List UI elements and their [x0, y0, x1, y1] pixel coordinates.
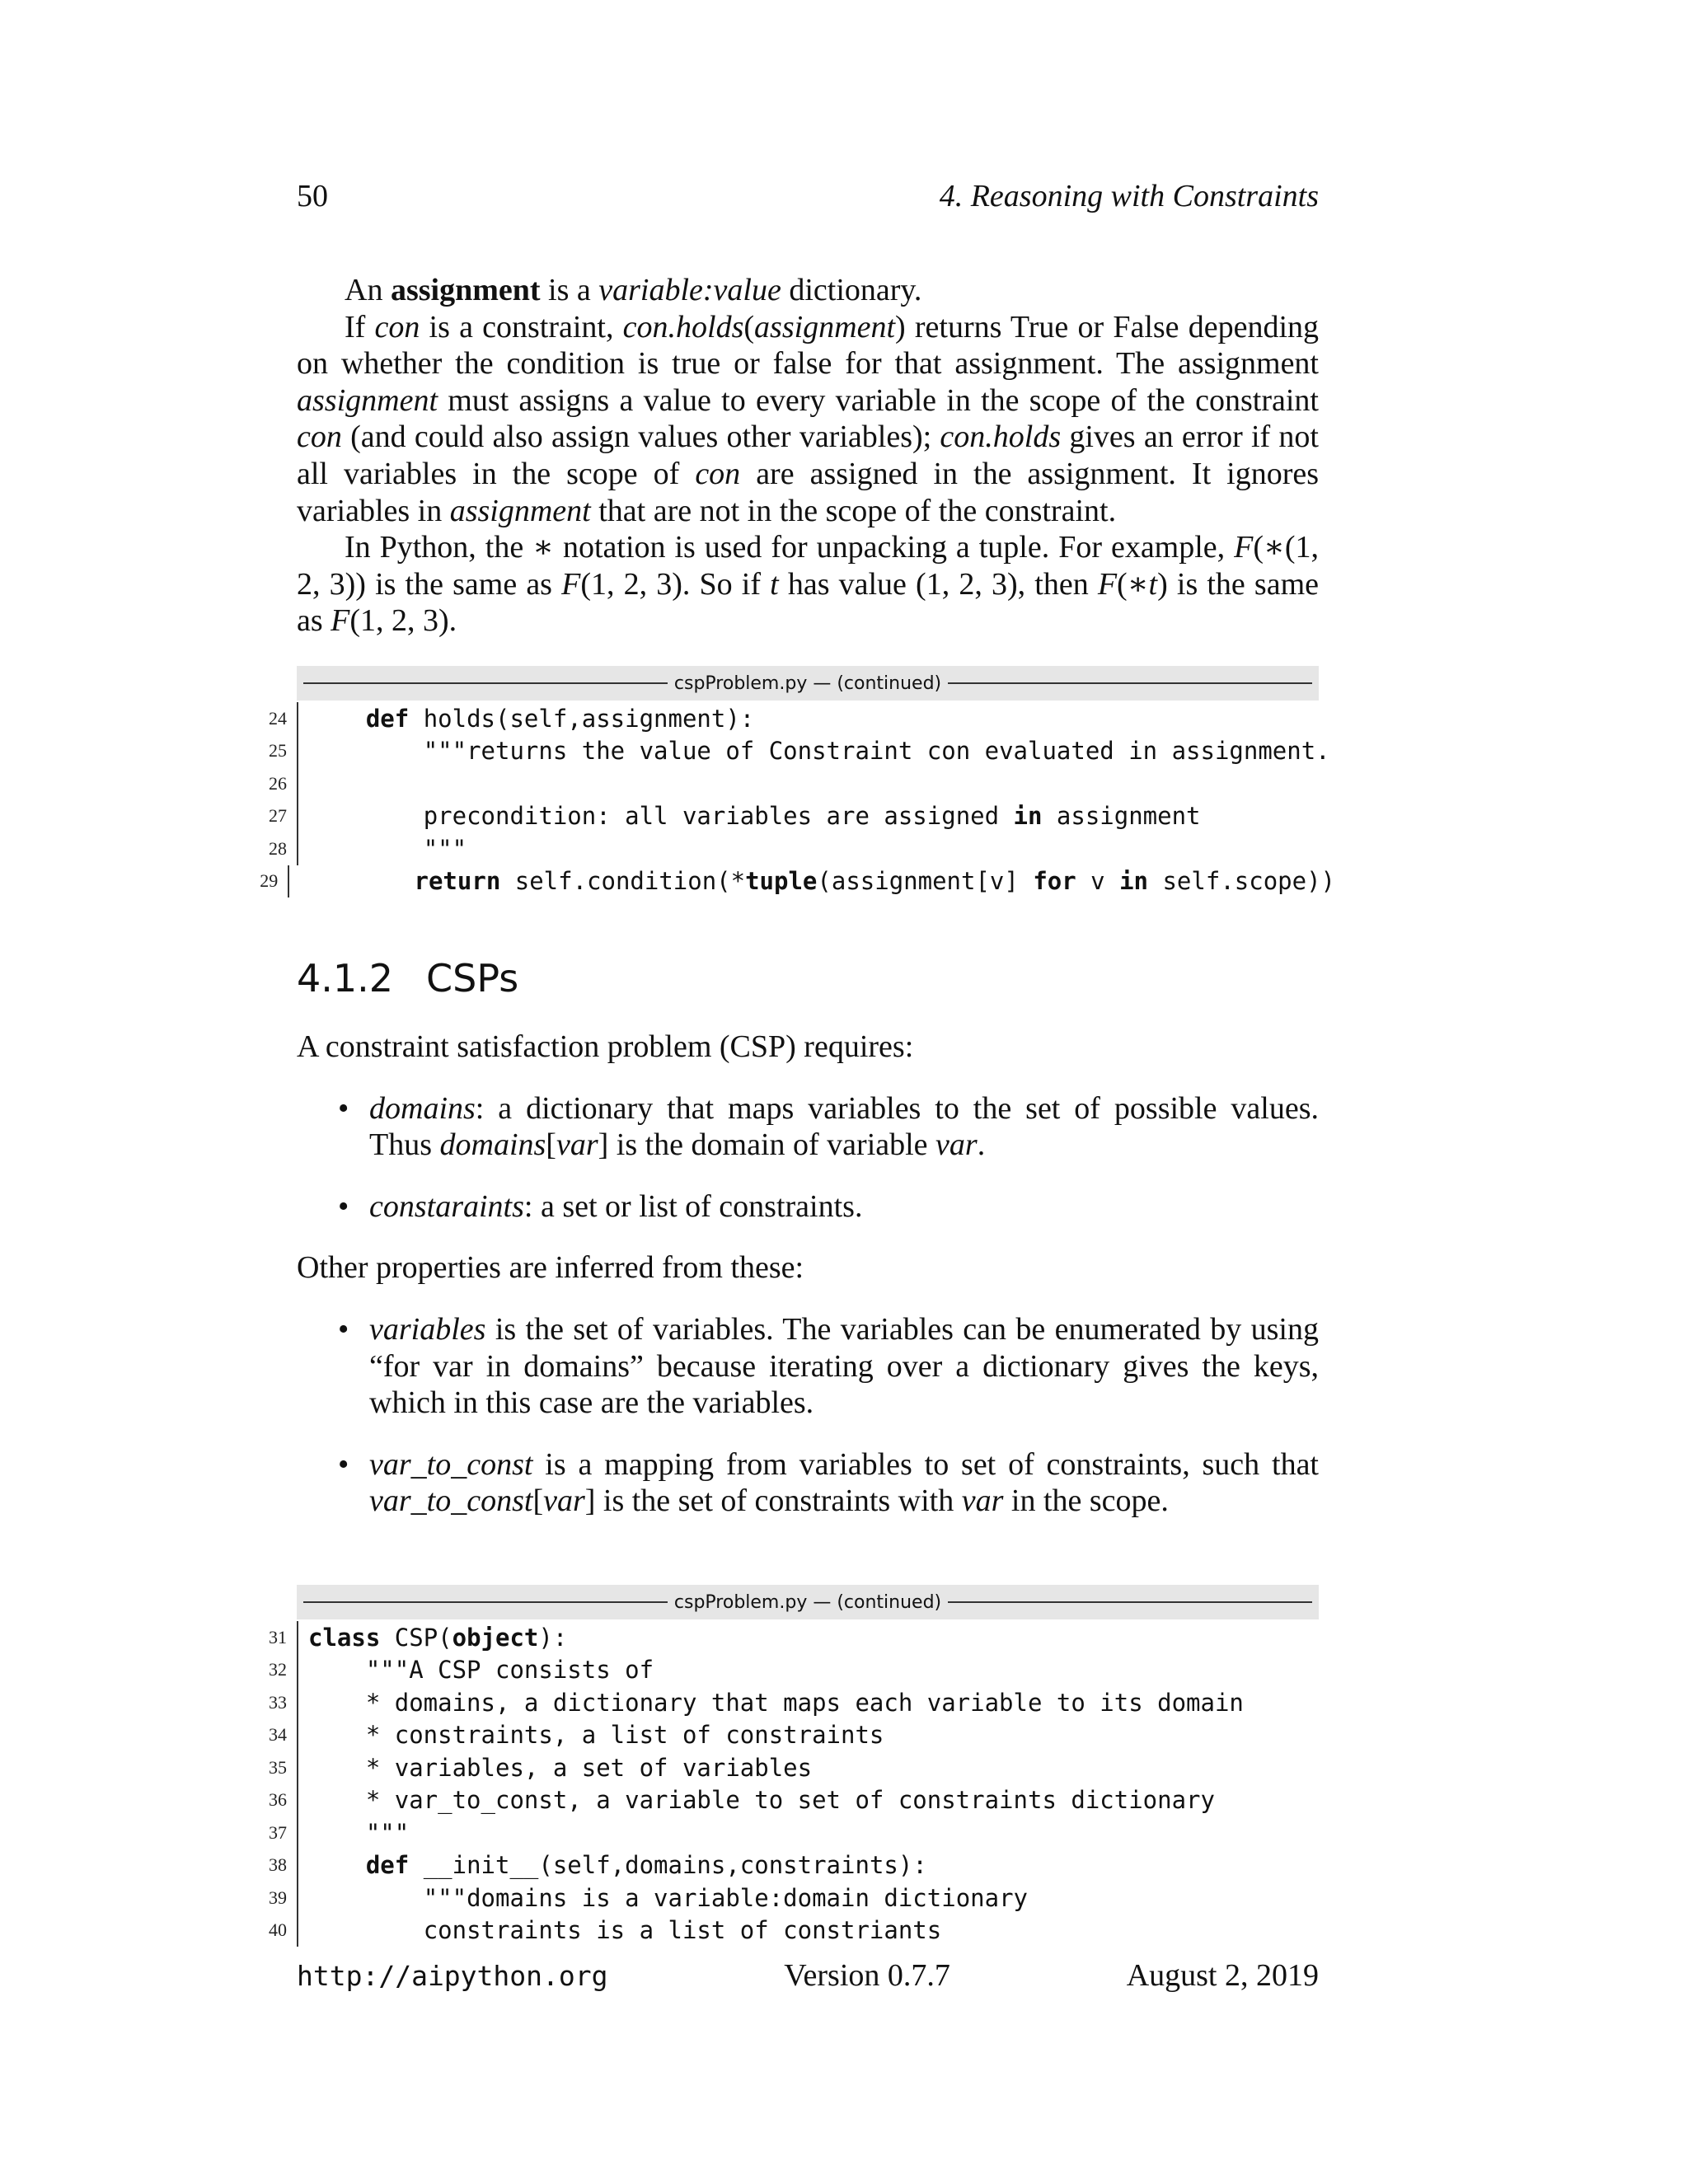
code-line — [247, 1882, 1335, 1915]
line-number: 25 — [269, 740, 287, 762]
code-text: constraints is a list of constriants — [423, 1916, 942, 1945]
page-number: 50 — [297, 179, 328, 213]
line-number: 40 — [269, 1919, 287, 1941]
inferred-list — [297, 1311, 1319, 1520]
other-properties: Other properties are inferred from these: — [297, 1250, 804, 1286]
line-number: 39 — [269, 1886, 287, 1908]
line-number: 37 — [269, 1821, 287, 1843]
code-line — [247, 1849, 1335, 1882]
code-line — [247, 1784, 1335, 1817]
code-text: def holds(self,assignment): — [365, 704, 755, 733]
code-text: * constraints, a list of constraints — [365, 1721, 884, 1750]
code-text: def __init__(self,domains,constraints): — [365, 1851, 927, 1880]
footer-url[interactable]: http://aipython.org — [297, 1960, 608, 1992]
section-number: 4.1.2 — [297, 956, 394, 1001]
footer-version: Version 0.7.7 — [784, 1958, 950, 1993]
list-item: • var_to_const is a mapping from variables to set of constraints, such that var_to_const[var] is the set of constraints with var in the scope. — [297, 1446, 1319, 1520]
code-text: """returns the value of Constraint con evaluated in assignment. — [423, 737, 1330, 766]
code-text: return self.condition(*tuple(assignment[v] for v in self.scope)) — [414, 867, 1335, 896]
paragraph-holds: If con is a constraint, con.holds(assignment) returns True or False depending on whether the condition is true or false for that assignment. The assignment assignment must assigns a value to every variable in the scope of the constraint con (and could also assign values other variables); con.holds gives an error if not all variables in the scope of con are assigned in the assignment. It ignores variables in assignment that are not in the scope of the constraint. — [297, 309, 1320, 528]
section-title: CSPs — [426, 956, 519, 1001]
code-line — [247, 832, 1335, 865]
code-text: class CSP(object): — [308, 1623, 568, 1652]
csp-text — [297, 1029, 1319, 1520]
csp-lead: A constraint satisfaction problem (CSP) requires: — [297, 1029, 914, 1064]
code-text: * variables, a set of variables — [365, 1753, 813, 1782]
code-text: """ — [423, 834, 467, 863]
running-header — [297, 178, 1319, 219]
code-line — [247, 735, 1335, 768]
code-block-csp — [247, 1621, 1335, 1947]
code-file-label: cspProblem.py — (continued) — [673, 1591, 942, 1613]
line-number: 34 — [269, 1724, 287, 1746]
code-line — [247, 1915, 1335, 1947]
code-line — [247, 1816, 1335, 1849]
code-line — [247, 865, 1335, 898]
code-text: * var_to_const, a variable to set of constraints dictionary — [365, 1786, 1215, 1815]
line-number: 35 — [269, 1756, 287, 1778]
required-list — [297, 1090, 1319, 1226]
code-file-label: cspProblem.py — (continued) — [673, 673, 942, 694]
code-line — [247, 1751, 1335, 1784]
line-number: 24 — [269, 707, 287, 729]
line-number: 31 — [269, 1626, 287, 1647]
paragraph-unpacking: In Python, the ∗ notation is used for unpacking a tuple. For example, F(∗(1, 2, 3)) is the same as F(1, 2, 3). So if t has value (1, 2, 3), then F(∗t) is the same as F(1, 2, 3). — [297, 530, 1319, 639]
code-text: """ — [365, 1818, 410, 1847]
line-number: 29 — [260, 870, 279, 892]
intro-text — [297, 272, 1319, 640]
list-item: • domains: a dictionary that maps variables to the set of possible values. Thus domains[var] is the domain of variable var. — [297, 1090, 1319, 1164]
paragraph-assignment: An assignment is a variable:value dictionary. — [345, 273, 922, 307]
page-footer — [297, 1957, 1319, 1994]
code-line — [247, 1719, 1335, 1752]
chapter-title: 4. Reasoning with Constraints — [939, 179, 1319, 213]
code-text: """domains is a variable:domain dictionary — [423, 1883, 1028, 1912]
code-block-holds — [247, 702, 1335, 898]
code-line — [247, 702, 1335, 735]
line-number: 33 — [269, 1691, 287, 1713]
code-line — [247, 1654, 1335, 1687]
code-text: precondition: all variables are assigned in assignment — [423, 802, 1201, 831]
line-number: 36 — [269, 1789, 287, 1811]
list-item: • constaraints: a set or list of constraints. — [297, 1188, 1319, 1226]
section-heading — [297, 956, 518, 1001]
line-number: 27 — [269, 805, 287, 827]
code-header-2 — [297, 1585, 1319, 1619]
code-line — [247, 800, 1335, 833]
line-number: 28 — [269, 837, 287, 859]
line-number: 32 — [269, 1659, 287, 1680]
line-number: 38 — [269, 1854, 287, 1876]
code-text: """A CSP consists of — [365, 1656, 654, 1685]
code-header-1 — [297, 666, 1319, 701]
code-line — [247, 1621, 1335, 1654]
list-item: • variables is the set of variables. The variables can be enumerated by using “for var in domains” because iterating over a dictionary gives the keys, which in this case are the variables. — [297, 1311, 1319, 1422]
code-line — [247, 767, 1335, 800]
code-text: * domains, a dictionary that maps each variable to its domain — [365, 1688, 1244, 1717]
footer-date: August 2, 2019 — [1126, 1958, 1319, 1993]
code-line — [247, 1686, 1335, 1719]
line-number: 26 — [269, 772, 287, 794]
